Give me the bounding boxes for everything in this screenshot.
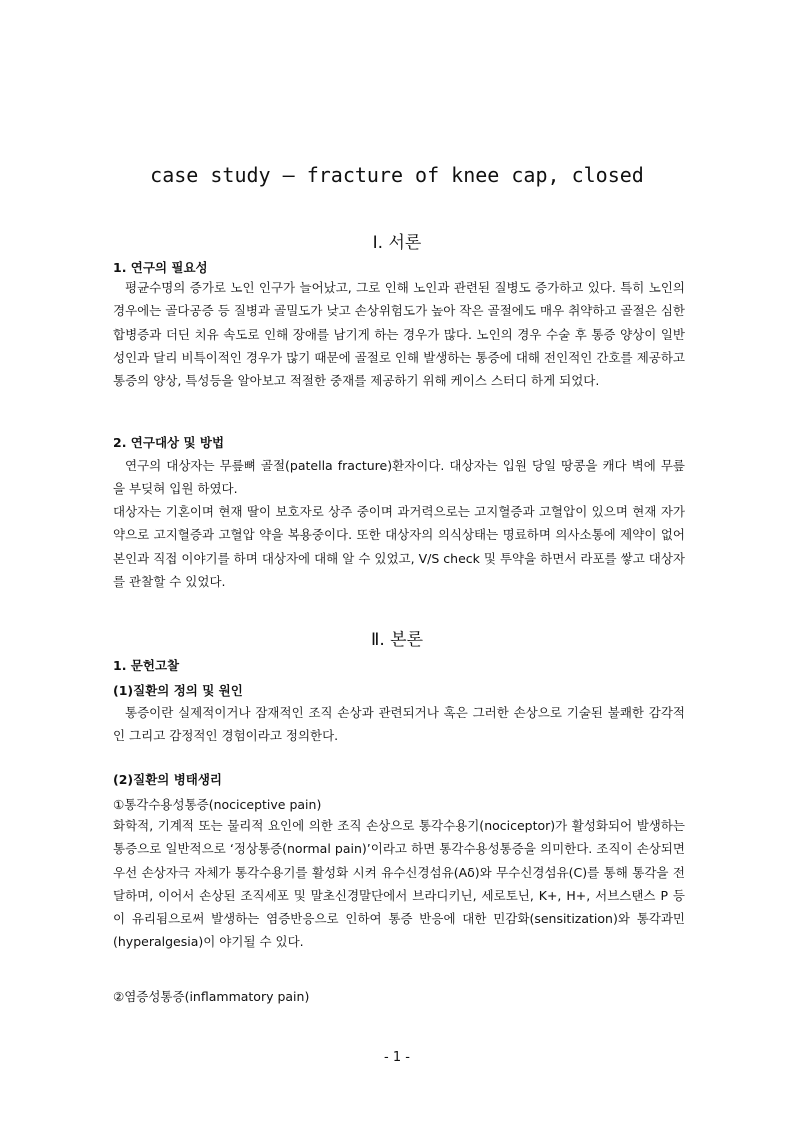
paragraph-nociceptive: 화학적, 기계적 또는 물리적 요인에 의한 조직 손상으로 통각수용기(nociceptor)가 활성화되어 발생하는 통증으로 일반적으로 ‘정상통증(normal pain)’이라고 하면 통각수용성통증을 의미한다. 조직이 손상되면 우선 손상자극 자체가 통각수용기를 활성화 시켜 유수신경섬유(Aδ)와 무수신경섬유(C)를 통해 통각을 전달하며, 이어서 손상된 조직세포 및 말초신경말단에서 브라디키닌, 세로토닌, K+, H+, 서브스탠스 P 등이 유리됨으로써 발생하는 염증반응으로 인하여 통증 반응에 대한 민감화(sensitization)와 통각과민(hyperalgesia)이 야기될 수 있다. xyxy=(113,818,685,950)
section-heading-necessity: 1. 연구의 필요성 xyxy=(113,260,208,275)
paragraph-definition: 통증이란 실제적이거나 잠재적인 조직 손상과 관련되거나 혹은 그러한 손상으로 기술된 불쾌한 감각적인 그리고 감정적인 경험이라고 정의한다. xyxy=(113,705,685,744)
subsection-heading-definition: (1)질환의 정의 및 원인 xyxy=(113,683,243,698)
paragraph-necessity: 평균수명의 증가로 노인 인구가 늘어났고, 그로 인해 노인과 관련된 질병도 증가하고 있다. 특히 노인의 경우에는 골다공증 등 질병과 골밀도가 낮고 손상위험도가 높아 작은 골절에도 매우 취약하고 골절은 심한 합병증과 더딘 치유 속도로 인해 장애를 남기게 하는 경우가 많다. 노인의 경우 수술 후 통증 양상이 일반 성인과 달리 비특이적인 경우가 많기 때문에 골절로 인해 발생하는 통증에 대해 전인적인 간호를 제공하고 통증의 양상, 특성등을 알아보고 적절한 중재를 제공하기 위해 케이스 스터디 하게 되었다. xyxy=(113,280,685,389)
chapter-heading-body: Ⅱ. 본론 xyxy=(370,630,424,650)
paragraph-subject-1: 연구의 대상자는 무릎뼈 골절(patella fracture)환자이다. 대상자는 입원 당일 땅콩을 캐다 벽에 무릎을 부딪혀 입원 하였다. xyxy=(113,458,685,497)
page-number: - 1 - xyxy=(384,1050,410,1065)
section-heading-subject-method: 2. 연구대상 및 방법 xyxy=(113,435,225,450)
chapter-heading-intro: Ⅰ. 서론 xyxy=(372,233,422,253)
item-label-nociceptive: ①통각수용성통증(nociceptive pain) xyxy=(113,797,322,812)
document-title: case study – fracture of knee cap, closed xyxy=(150,163,644,187)
subsection-heading-pathophysiology: (2)질환의 병태생리 xyxy=(113,772,223,787)
item-label-inflammatory: ②염증성통증(inflammatory pain) xyxy=(113,989,310,1004)
section-heading-literature: 1. 문헌고찰 xyxy=(113,658,180,673)
paragraph-subject-2: 대상자는 기혼이며 현재 딸이 보호자로 상주 중이며 과거력으로는 고지혈증과 고혈압이 있으며 현재 자가약으로 고지혈증과 고혈압 약을 복용중이다. 또한 대상자의 의식상태는 명료하며 의사소통에 제약이 없어 본인과 직접 이야기를 하며 대상자에 대해 알 수 있었고, V/S check 및 투약을 하면서 라포를 쌓고 대상자를 관찰할 수 있었다. xyxy=(113,504,685,589)
